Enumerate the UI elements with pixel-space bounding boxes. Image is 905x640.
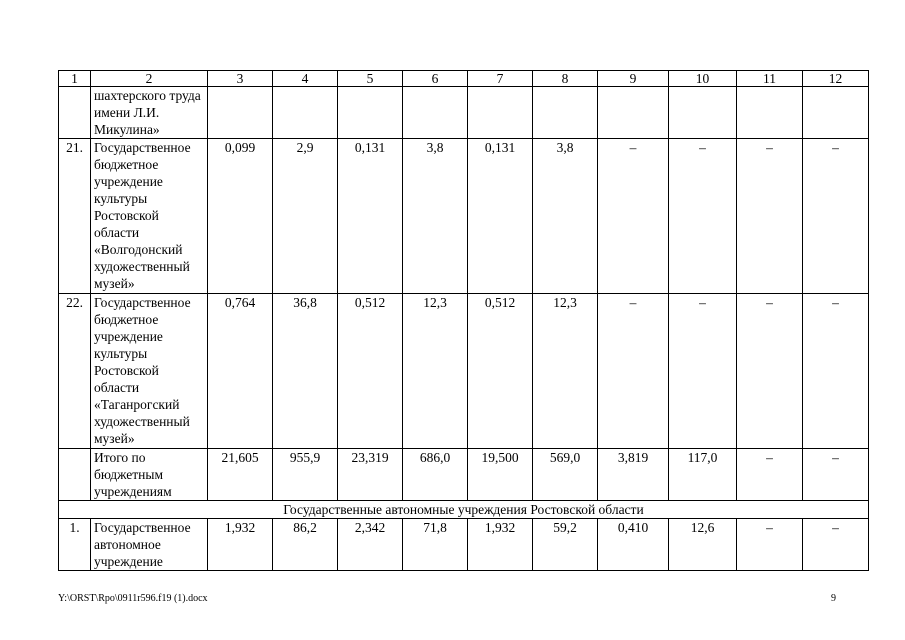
institution-name: Государственное бюджетное учреждение культуры Ростовской области «Волгодонский художественный музей» — [91, 139, 208, 294]
cell-value: 86,2 — [273, 519, 338, 571]
cell-value: – — [737, 519, 803, 571]
cell-value: 0,099 — [208, 139, 273, 294]
cell-value: 23,319 — [338, 449, 403, 501]
institution-name: Государственное бюджетное учреждение культуры Ростовской области «Таганрогский художественный музей» — [91, 294, 208, 449]
cell-value — [533, 87, 598, 139]
cell-value — [403, 87, 468, 139]
page-number: 9 — [831, 593, 836, 604]
cell-value: – — [669, 139, 737, 294]
cell-value — [669, 87, 737, 139]
cell-value: 1,932 — [468, 519, 533, 571]
cell-value: 71,8 — [403, 519, 468, 571]
cell-value: 686,0 — [403, 449, 468, 501]
cell-value: 3,819 — [598, 449, 669, 501]
cell-value: 12,3 — [403, 294, 468, 449]
cell-value: 3,8 — [403, 139, 468, 294]
cell-value: 12,6 — [669, 519, 737, 571]
cell-value: 0,512 — [338, 294, 403, 449]
cell-value: – — [737, 294, 803, 449]
cell-value: – — [803, 139, 869, 294]
column-header: 1 — [59, 71, 91, 87]
section-title: Государственные автономные учреждения Ростовской области — [59, 501, 869, 519]
cell-value: 12,3 — [533, 294, 598, 449]
cell-value: – — [803, 519, 869, 571]
column-header: 3 — [208, 71, 273, 87]
table-row — [59, 294, 869, 449]
cell-value: 0,410 — [598, 519, 669, 571]
cell-value: 569,0 — [533, 449, 598, 501]
cell-value: 2,9 — [273, 139, 338, 294]
column-header: 11 — [737, 71, 803, 87]
column-header: 8 — [533, 71, 598, 87]
table-row — [59, 87, 869, 139]
row-number: 1. — [59, 519, 91, 571]
cell-value: 2,342 — [338, 519, 403, 571]
column-header: 10 — [669, 71, 737, 87]
cell-value: 0,764 — [208, 294, 273, 449]
cell-value: 59,2 — [533, 519, 598, 571]
cell-value: – — [737, 449, 803, 501]
cell-value: 21,605 — [208, 449, 273, 501]
table-row — [59, 519, 869, 571]
cell-value: – — [803, 449, 869, 501]
cell-value: – — [737, 139, 803, 294]
data-table — [58, 70, 869, 571]
cell-value: 3,8 — [533, 139, 598, 294]
row-number — [59, 449, 91, 501]
cell-value — [803, 87, 869, 139]
row-number: 22. — [59, 294, 91, 449]
column-header: 2 — [91, 71, 208, 87]
column-header: 7 — [468, 71, 533, 87]
cell-value: 117,0 — [669, 449, 737, 501]
cell-value: – — [598, 139, 669, 294]
row-number — [59, 87, 91, 139]
cell-value — [273, 87, 338, 139]
column-header: 9 — [598, 71, 669, 87]
cell-value: 19,500 — [468, 449, 533, 501]
cell-value — [468, 87, 533, 139]
table-row — [59, 139, 869, 294]
cell-value — [598, 87, 669, 139]
header-row — [59, 71, 869, 87]
institution-name: шахтерского труда имени Л.И. Микулина» — [91, 87, 208, 139]
column-header: 6 — [403, 71, 468, 87]
cell-value: 1,932 — [208, 519, 273, 571]
cell-value: – — [803, 294, 869, 449]
section-row — [59, 501, 869, 519]
cell-value — [737, 87, 803, 139]
cell-value: 0,131 — [468, 139, 533, 294]
cell-value — [208, 87, 273, 139]
cell-value: 36,8 — [273, 294, 338, 449]
row-number: 21. — [59, 139, 91, 294]
cell-value: – — [598, 294, 669, 449]
total-row — [59, 449, 869, 501]
institution-name: Государственное автономное учреждение — [91, 519, 208, 571]
column-header: 5 — [338, 71, 403, 87]
column-header: 4 — [273, 71, 338, 87]
file-path: Y:\ORST\Rpo\0911r596.f19 (1).docx — [58, 593, 208, 604]
cell-value: 955,9 — [273, 449, 338, 501]
cell-value: – — [669, 294, 737, 449]
column-header: 12 — [803, 71, 869, 87]
cell-value: 0,131 — [338, 139, 403, 294]
cell-value — [338, 87, 403, 139]
cell-value: 0,512 — [468, 294, 533, 449]
total-label: Итого по бюджетным учреждениям — [91, 449, 208, 501]
